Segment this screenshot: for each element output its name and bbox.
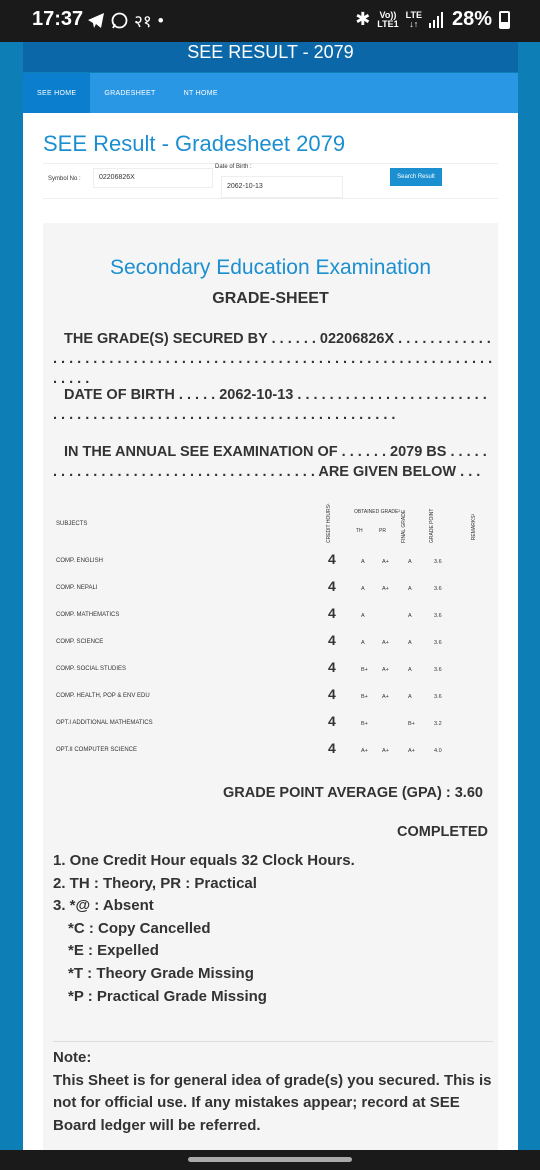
header-grade-point: GRADE POINT bbox=[429, 508, 435, 543]
footnote-expelled: *E : Expelled bbox=[68, 942, 159, 960]
subject-name: OPT.I ADDITIONAL MATHEMATICS bbox=[56, 720, 153, 726]
grade-point: 3.2 bbox=[434, 721, 442, 727]
final-grade: A bbox=[408, 559, 412, 565]
final-grade: B+ bbox=[408, 721, 415, 727]
pr-grade: A+ bbox=[382, 748, 389, 754]
system-nav-bar bbox=[0, 1150, 540, 1170]
pr-grade: A+ bbox=[382, 640, 389, 646]
battery-percent: 28% bbox=[451, 8, 492, 30]
table-row bbox=[43, 683, 498, 710]
exam-title: Secondary Education Examination bbox=[109, 256, 432, 279]
home-indicator[interactable] bbox=[188, 1157, 352, 1162]
table-row bbox=[43, 629, 498, 656]
pr-grade: A+ bbox=[382, 559, 389, 565]
table-row bbox=[43, 656, 498, 683]
whatsapp-icon bbox=[111, 12, 128, 29]
header-remarks: REMARKS³ bbox=[471, 513, 477, 541]
note-text: This Sheet is for general idea of grade(s) you secured. This is not for official use. If any mistakes appear; record at SEE Board ledger will be referred. bbox=[53, 1071, 492, 1134]
page-title: SEE Result - Gradesheet 2079 bbox=[43, 131, 346, 156]
footnote-practical-missing: *P : Practical Grade Missing bbox=[68, 987, 267, 1005]
final-grade: A bbox=[408, 667, 412, 673]
th-grade: A bbox=[361, 613, 365, 619]
subject-name: OPT.II COMPUTER SCIENCE bbox=[56, 747, 138, 753]
exam-line: IN THE ANNUAL SEE EXAMINATION OF . . . . . . 2079 BS . . . . . . . . . . . . . . . . . . . . . . . . . . . . . . . . . . . . . . ARE GIVEN BELOW . . . bbox=[53, 444, 487, 480]
th-grade: A bbox=[361, 559, 365, 565]
table-row bbox=[43, 548, 498, 575]
final-grade: A bbox=[408, 613, 412, 619]
telegram-icon bbox=[88, 13, 105, 28]
final-grade: A bbox=[408, 640, 412, 646]
clock: 17:37 bbox=[32, 8, 84, 30]
table-row bbox=[43, 602, 498, 629]
grade-point: 3.6 bbox=[434, 694, 442, 700]
table-row bbox=[43, 737, 498, 764]
search-form bbox=[43, 163, 498, 199]
pr-grade: A+ bbox=[382, 667, 389, 673]
credit-hours: 4 bbox=[328, 740, 336, 756]
footnotes bbox=[53, 850, 355, 1008]
nav-see-home[interactable]: SEE HOME bbox=[23, 73, 90, 113]
dot-icon: • bbox=[157, 10, 164, 30]
header-credit-hours: CREDIT HOURS¹ bbox=[326, 503, 332, 543]
symbol-label: Symbol No : bbox=[48, 176, 81, 182]
dob-input[interactable]: 2062-10-13 bbox=[221, 176, 343, 198]
final-grade: A+ bbox=[408, 748, 415, 754]
final-grade: A bbox=[408, 586, 412, 592]
th-grade: B+ bbox=[361, 694, 368, 700]
web-page bbox=[0, 42, 540, 1150]
signal-icon bbox=[429, 12, 445, 28]
subject-name: COMP. HEALTH, POP & ENV EDU bbox=[56, 693, 150, 699]
secured-by-line: THE GRADE(S) SECURED BY . . . . . . 02206826X . . . . . . . . . . . . . . . . . . . . . . . . . . . . . . . . . . . . . . . . . . . . . . . . . . . . . . . . . . . . . . . . . . . . . . . . bbox=[53, 331, 493, 387]
subject-name: COMP. MATHEMATICS bbox=[56, 612, 120, 618]
header-final-grade: FINAL GRADE bbox=[401, 509, 407, 543]
credit-hours: 4 bbox=[328, 686, 336, 702]
header-pr: PR bbox=[379, 528, 386, 534]
pr-grade: A+ bbox=[382, 694, 389, 700]
credit-hours: 4 bbox=[328, 605, 336, 621]
pr-grade: A+ bbox=[382, 586, 389, 592]
lte-indicator: LTE ↓↑ bbox=[405, 9, 422, 29]
grade-point: 3.6 bbox=[434, 640, 442, 646]
th-grade: A+ bbox=[361, 748, 368, 754]
grade-point: 3.6 bbox=[434, 586, 442, 592]
grade-point: 3.6 bbox=[434, 667, 442, 673]
subject-name: COMP. SCIENCE bbox=[56, 639, 104, 645]
th-grade: A bbox=[361, 586, 365, 592]
battery-icon bbox=[499, 11, 510, 29]
subject-name: COMP. NEPALI bbox=[56, 585, 98, 591]
header-subjects: SUBJECTS bbox=[56, 521, 88, 527]
dob-label: Date of Birth : bbox=[215, 164, 252, 170]
grade-point: 4.0 bbox=[434, 748, 442, 754]
volte-indicator: Vo)) LTE1 bbox=[377, 9, 399, 29]
header-th: TH bbox=[356, 528, 363, 534]
footnote-copy-cancelled: *C : Copy Cancelled bbox=[68, 919, 211, 937]
nav-bar bbox=[23, 73, 518, 113]
th-grade: B+ bbox=[361, 721, 368, 727]
subject-name: COMP. SOCIAL STUDIES bbox=[56, 666, 127, 672]
grade-point: 3.6 bbox=[434, 559, 442, 565]
credit-hours: 4 bbox=[328, 551, 336, 567]
footnote-theory-missing: *T : Theory Grade Missing bbox=[68, 964, 254, 982]
grade-sheet bbox=[43, 223, 498, 1150]
bluetooth-icon: ✱ bbox=[355, 9, 371, 29]
dob-line: DATE OF BIRTH . . . . . 2062-10-13 . . . . . . . . . . . . . . . . . . . . . . . . . . . . . . . . . . . . . . . . . . . . . . . . . . . . . . . . . . . . . . . . . . . bbox=[53, 387, 487, 423]
subject-name: COMP. ENGLISH bbox=[56, 558, 103, 564]
header-obtained-grade: OBTAINED GRADE² bbox=[354, 509, 401, 515]
final-grade: A bbox=[408, 694, 412, 700]
footnote-2: 2. TH : Theory, PR : Practical bbox=[53, 874, 257, 892]
note-title: Note: bbox=[53, 1049, 92, 1066]
credit-hours: 4 bbox=[328, 578, 336, 594]
credit-hours: 4 bbox=[328, 632, 336, 648]
credit-hours: 4 bbox=[328, 713, 336, 729]
gpa-text: GRADE POINT AVERAGE (GPA) : 3.60 bbox=[223, 785, 483, 801]
nav-nt-home[interactable]: NT HOME bbox=[183, 89, 218, 97]
main-content bbox=[23, 113, 518, 1150]
status-bar bbox=[0, 0, 540, 42]
system-icons bbox=[355, 8, 510, 31]
table-row bbox=[43, 710, 498, 737]
table-row bbox=[43, 575, 498, 602]
credit-hours: 4 bbox=[328, 659, 336, 675]
grade-point: 3.6 bbox=[434, 613, 442, 619]
note-box bbox=[53, 1041, 493, 1137]
site-header bbox=[23, 42, 518, 72]
footnote-3: 3. *@ : Absent bbox=[53, 897, 154, 915]
notification-text: २१ bbox=[134, 12, 152, 31]
th-grade: A bbox=[361, 640, 365, 646]
symbol-input[interactable]: 02206826X bbox=[93, 168, 213, 188]
search-result-button[interactable]: Search Result bbox=[390, 168, 442, 186]
result-status: COMPLETED bbox=[397, 824, 489, 840]
grade-sheet-title: GRADE-SHEET bbox=[212, 290, 329, 307]
footnote-1: 1. One Credit Hour equals 32 Clock Hours. bbox=[53, 852, 355, 869]
table-header bbox=[43, 493, 498, 553]
notification-icons bbox=[88, 9, 164, 32]
site-title: SEE RESULT - 2079 bbox=[187, 42, 354, 62]
th-grade: B+ bbox=[361, 667, 368, 673]
nav-gradesheet[interactable]: GRADESHEET bbox=[104, 89, 156, 97]
